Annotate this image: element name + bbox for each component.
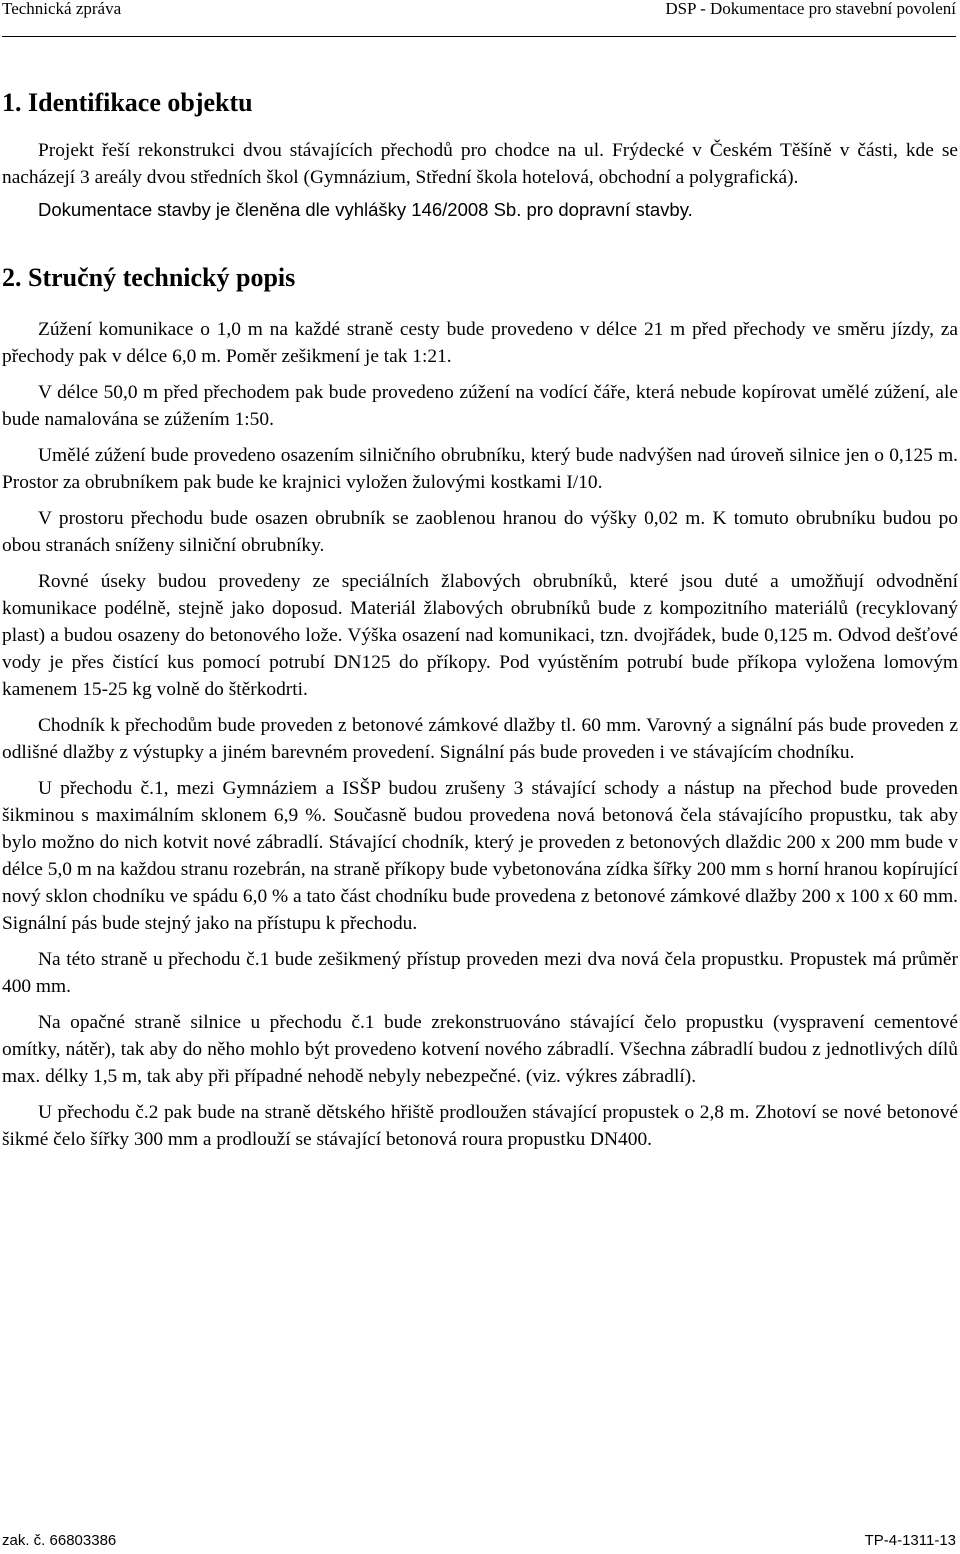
- header-document-type: Technická zpráva: [2, 0, 122, 18]
- paragraph: U přechodu č.2 pak bude na straně dětského hřiště prodloužen stávající propustek o 2,8 m. Zhotoví se nové betonové šikmé čelo šířky 300 mm a prodlouží se stávající betonová roura propustku DN400.: [2, 1102, 958, 1150]
- paragraph: V délce 50,0 m před přechodem pak bude provedeno zúžení na vodící čáře, která nebude kopírovat umělé zúžení, ale bude namalována se zúžením 1:50.: [2, 382, 958, 430]
- paragraph: Umělé zúžení bude provedeno osazením silničního obrubníku, který bude nadvýšen nad úroveň silnice jen o 0,125 m. Prostor za obrubníkem pak bude ke krajnici vyložen žulovými kostkami I/10.: [2, 445, 958, 493]
- paragraph: V prostoru přechodu bude osazen obrubník se zaoblenou hranou do výšky 0,02 m. K tomuto obrubníku budou po obou stranách sníženy silniční obrubníky.: [2, 508, 958, 556]
- section-1-title: 1. Identifikace objektu: [2, 88, 253, 117]
- section-2-title: 2. Stručný technický popis: [2, 263, 296, 292]
- page-header: [2, 0, 956, 37]
- header-document-stage: DSP - Dokumentace pro stavební povolení: [665, 0, 956, 18]
- paragraph: Dokumentace stavby je členěna dle vyhlášky 146/2008 Sb. pro dopravní stavby.: [38, 199, 693, 220]
- footer-document-code: TP-4-1311-13: [864, 1532, 956, 1549]
- paragraph: Na této straně u přechodu č.1 bude zešikmený přístup proveden mezi dva nová čela propustku. Propustek má průměr 400 mm.: [2, 949, 958, 997]
- paragraph: Zúžení komunikace o 1,0 m na každé straně cesty bude provedeno v délce 21 m před přechody ve směru jízdy, za přechody pak v délce 6,0 m. Poměr zešikmení je tak 1:21.: [2, 319, 958, 367]
- paragraph: U přechodu č.1, mezi Gymnáziem a ISŠP budou zrušeny 3 stávající schody a nástup na přechod bude proveden šikminou s maximálním sklonem 6,9 %. Současně budou provedena nová betonová čela stávajícího propustku, tak aby bylo možno do nich kotvit nové zábradlí. Stávající chodník, který je proveden z betonových dlaždic 200 x 200 mm bude v délce 5,0 m na každou stranu rozebrán, na straně příkopy bude vybetonována zídka šířky 200 mm s horní hranou kopírující nový sklon chodníku ve spádu 6,0 % a tato část chodníku bude provedena z betonové zámkové dlažby 200 x 100 x 60 mm. Signální pás bude stejný jako na přístupu k přechodu.: [2, 778, 958, 934]
- paragraph: Na opačné straně silnice u přechodu č.1 bude zrekonstruováno stávající čelo propustku (vyspravení cementové omítky, nátěr), tak aby do něho mohlo být provedeno kotvení nového zábradlí. Všechna zábradlí budou z jednotlivých dílů max. délky 1,5 m, tak aby při případné nehodě nebyly nebezpečné. (viz. výkres zábradlí).: [2, 1012, 958, 1087]
- paragraph: Chodník k přechodům bude proveden z betonové zámkové dlažby tl. 60 mm. Varovný a signální pás bude proveden z odlišné dlažby z výstupky a jiném barevném provedení. Signální pás bude proveden i ve stávajícím chodníku.: [2, 715, 958, 763]
- section-technical-description: [2, 263, 958, 1153]
- section-identification: [2, 88, 958, 223]
- footer-order-number: zak. č. 66803386: [2, 1532, 117, 1549]
- paragraph: Projekt řeší rekonstrukci dvou stávajících přechodů pro chodce na ul. Frýdecké v Českém Těšíně v části, kde se nacházejí 3 areály dvou středních škol (Gymnázium, Střední škola hotelová, obchodní a polygrafická).: [2, 140, 958, 188]
- paragraph: Rovné úseky budou provedeny ze speciálních žlabových obrubníků, které jsou duté a umožňují odvodnění komunikace podélně, stejně jako doposud. Materiál žlabových obrubníků bude z kompozitního materiálů (recyklovaný plast) a budou osazeny do betonového lože. Výška osazení nad komunikaci, tzn. dvojřádek, bude 0,125 m. Odvod dešťové vody je přes čistící kus pomocí potrubí DN125 do příkopy. Pod vyústěním potrubí bude příkopa vyložena lomovým kamenem 15-25 kg volně do štěrkodrti.: [2, 571, 958, 700]
- page-footer: [2, 1532, 956, 1550]
- document-body: [2, 88, 958, 1162]
